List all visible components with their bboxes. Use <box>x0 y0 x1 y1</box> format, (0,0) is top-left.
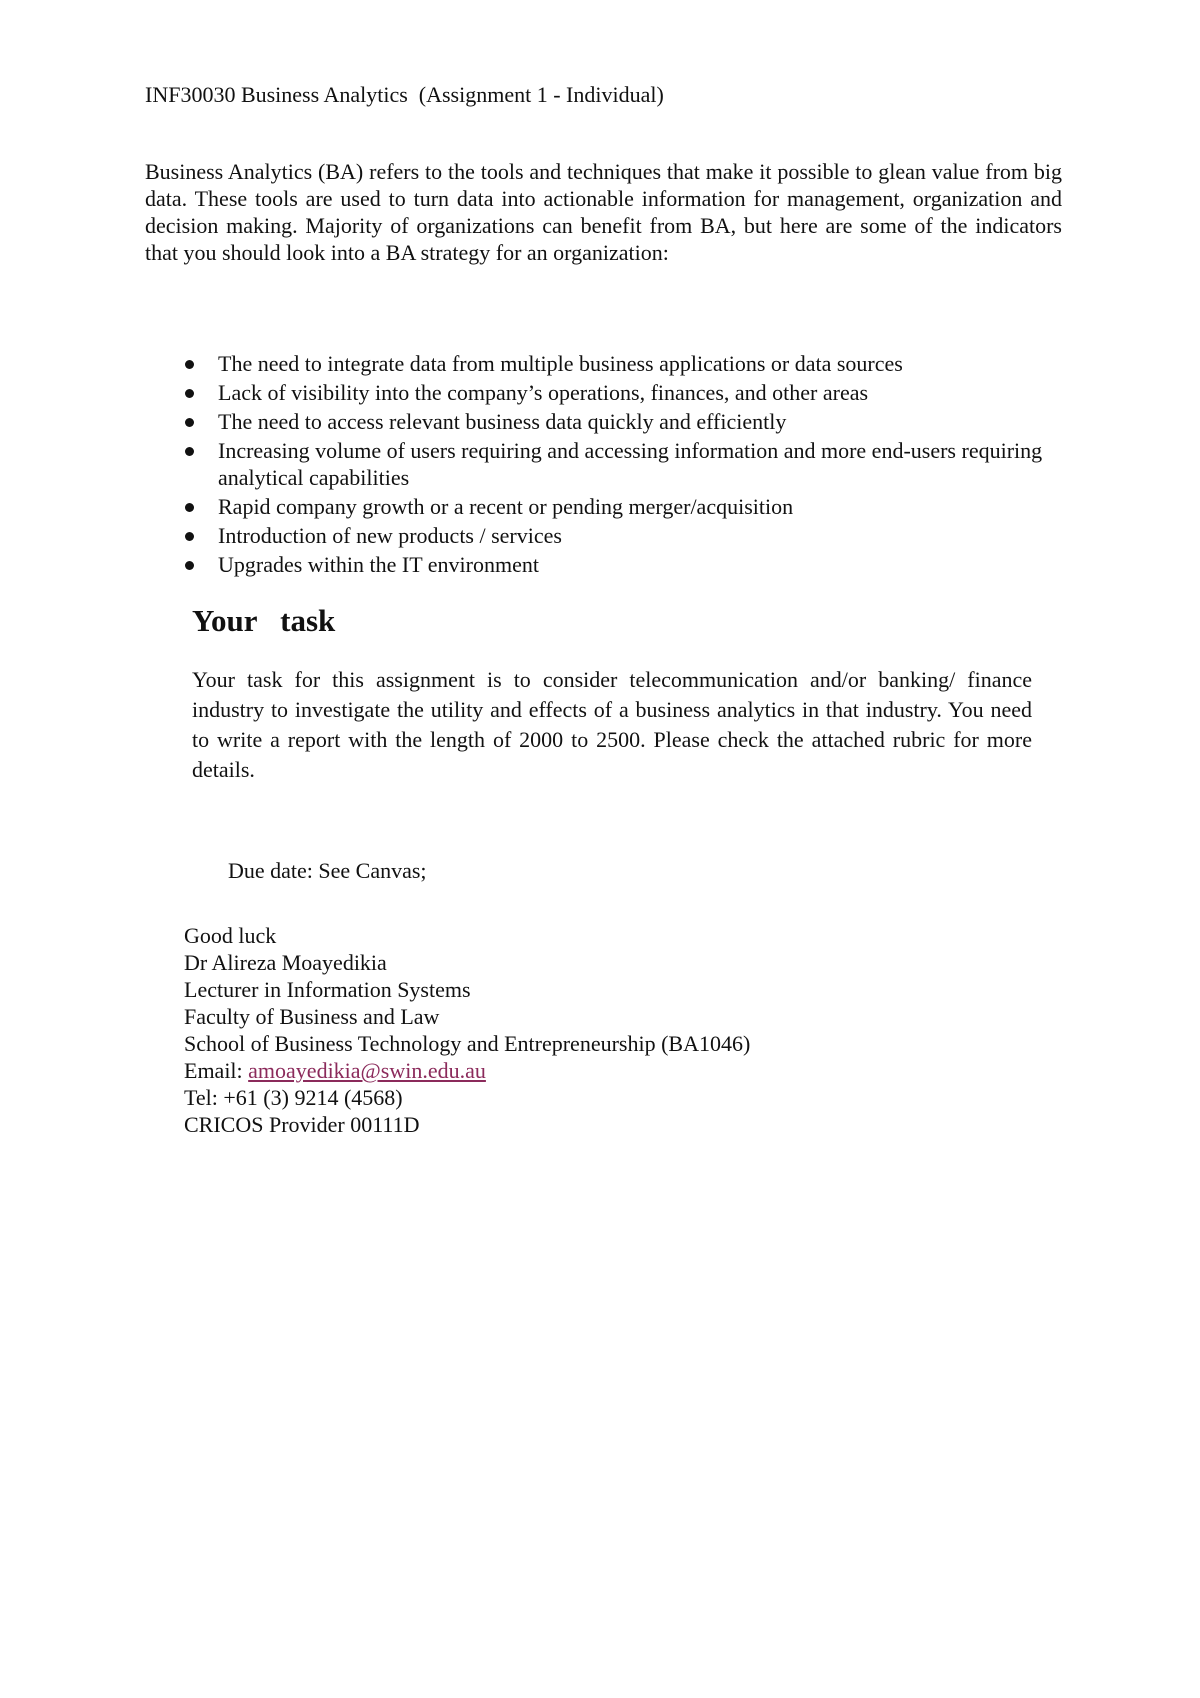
list-item <box>145 408 1062 435</box>
task-description: Your task for this assignment is to consider telecommunication and/or banking/ finance industry to investigate the utility and effects of a business analytics in that industry. You need to write a report with the length of 2000 to 2500. Please check the attached rubric for more details. <box>192 667 1032 782</box>
task-heading: Your task <box>192 603 336 638</box>
bullet-icon <box>185 389 194 398</box>
bullet-icon <box>185 532 194 541</box>
email-label: Email: <box>184 1058 249 1083</box>
bullet-icon <box>185 360 194 369</box>
author-faculty: Faculty of Business and Law <box>184 1004 440 1029</box>
signature-block <box>184 922 750 1138</box>
list-item <box>145 551 1062 578</box>
list-item-text: Upgrades within the IT environment <box>218 552 539 577</box>
bullet-icon <box>185 561 194 570</box>
phone-number: Tel: +61 (3) 9214 (4568) <box>184 1085 403 1110</box>
list-item-text: The need to integrate data from multiple business applications or data sources <box>218 351 903 376</box>
list-item-text: The need to access relevant business data quickly and efficiently <box>218 409 787 434</box>
indicator-list <box>145 350 1062 580</box>
bullet-icon <box>185 418 194 427</box>
list-item <box>145 350 1062 377</box>
author-name: Dr Alireza Moayedikia <box>184 950 387 975</box>
author-position: Lecturer in Information Systems <box>184 977 471 1002</box>
list-item <box>145 522 1062 549</box>
list-item-text: Lack of visibility into the company’s operations, finances, and other areas <box>218 380 869 405</box>
list-item-text: Rapid company growth or a recent or pending merger/acquisition <box>218 494 794 519</box>
bullet-icon <box>185 503 194 512</box>
due-date: Due date: See Canvas; <box>228 858 427 883</box>
list-item-text: Introduction of new products / services <box>218 523 562 548</box>
email-link[interactable]: amoayedikia@swin.edu.au <box>248 1058 486 1083</box>
closing-text: Good luck <box>184 923 277 948</box>
list-item-text: Increasing volume of users requiring and accessing information and more end-users requiring analytical capabilities <box>218 438 1043 490</box>
bullet-icon <box>185 447 194 456</box>
list-item <box>145 437 1062 491</box>
list-item <box>145 493 1062 520</box>
author-school: School of Business Technology and Entrepreneurship (BA1046) <box>184 1031 751 1056</box>
email-line <box>184 1057 750 1084</box>
document-header: INF30030 Business Analytics (Assignment 1 - Individual) <box>145 82 664 107</box>
intro-paragraph: Business Analytics (BA) refers to the tools and techniques that make it possible to glean value from big data. These tools are used to turn data into actionable information for management, organization and decision making. Majority of organizations can benefit from BA, but here are some of the indicators that you should look into a BA strategy for an organization: <box>145 159 1062 265</box>
cricos-provider: CRICOS Provider 00111D <box>184 1112 420 1137</box>
list-item <box>145 379 1062 406</box>
